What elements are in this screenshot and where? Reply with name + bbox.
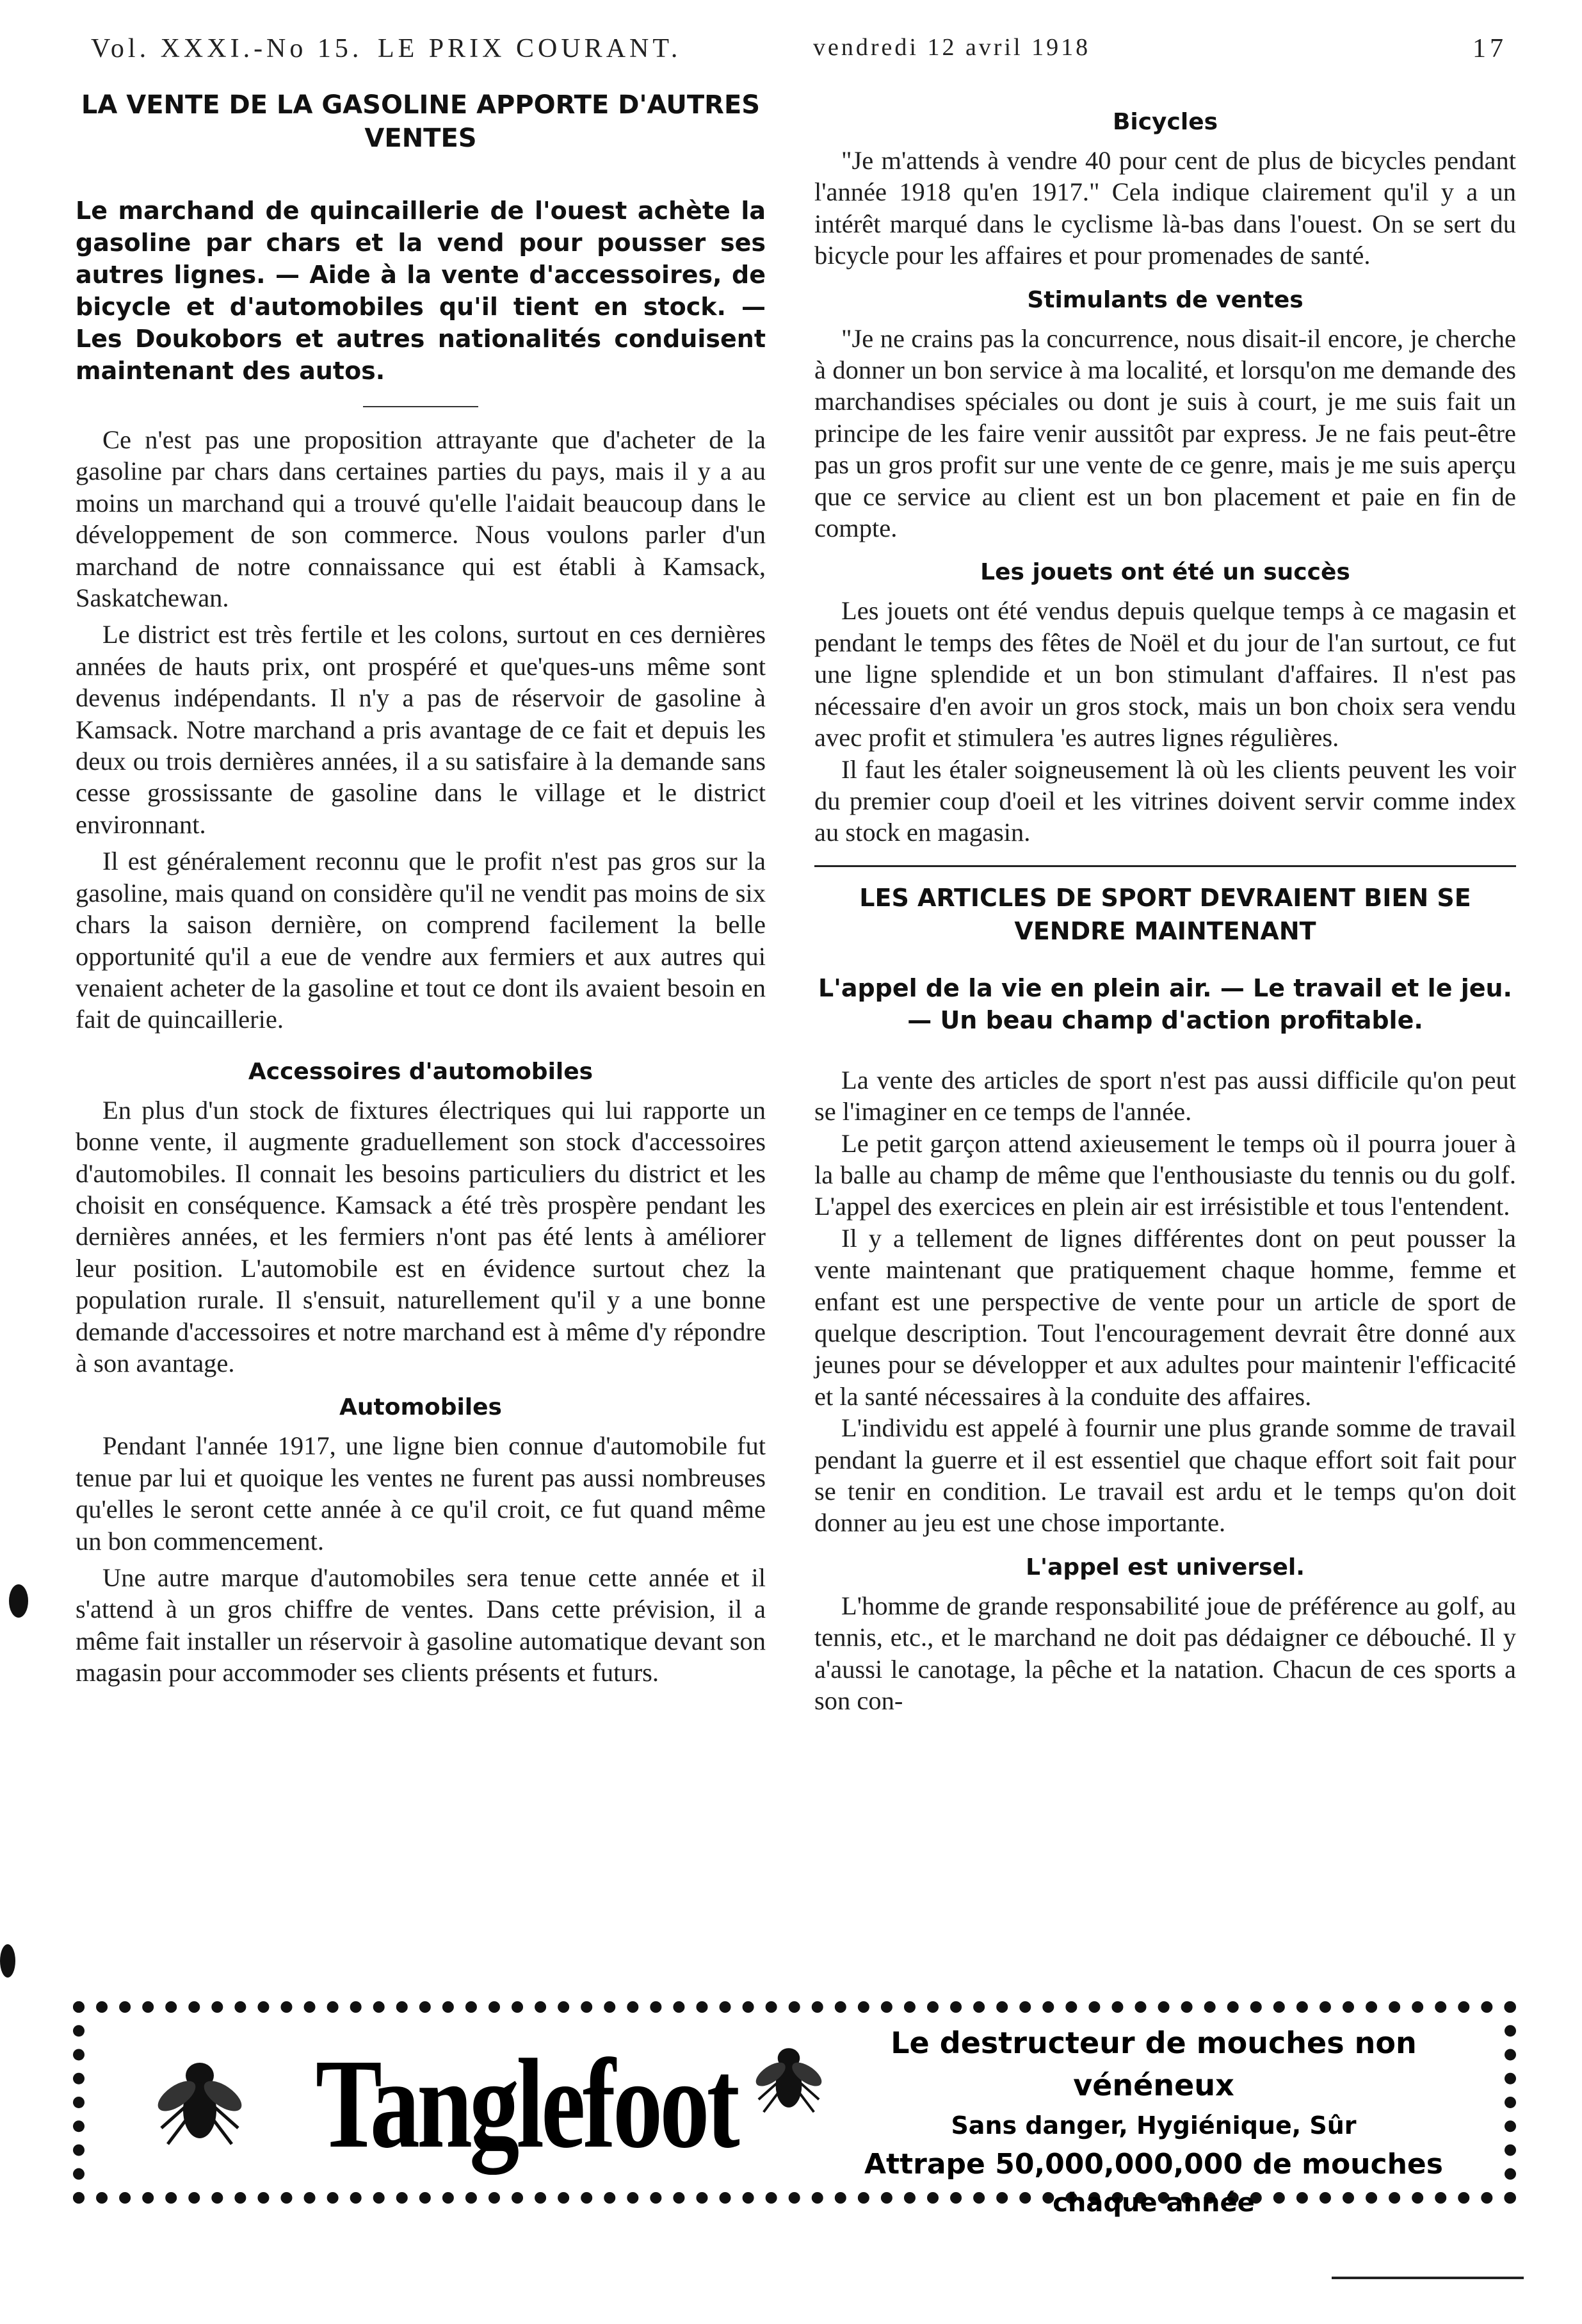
sport-deck-line: L'appel de la vie en plein air. — Le travail et le jeu. — [818, 973, 1512, 1002]
article-deck: Le marchand de quincaillerie de l'ouest achète la gasoline par chars et la vend pour pousser ses autres lignes. — Aide à la vente d'accessoires, de bicycle et d'automobiles qu'il tient en stock. — Les Doukobors et autres nationalités conduisent maintenant des autos. — [76, 197, 766, 385]
section-title-appel: L'appel est universel. — [1026, 1554, 1305, 1580]
paragraph: Une autre marque d'automobiles sera tenue cette année et il s'attend à un gros chiffre de ventes. Dans cette prévision, il a même fait installer un réservoir à gasoline automatique devant son magasin pour accommoder ses clients présents et futurs. — [76, 1563, 766, 1687]
paragraph: L'individu est appelé à fournir une plus grande somme de travail pendant la guerre et il est essentiel que chaque effort soit fait pour se tenir en condition. Le travail est ardu et le temps qu'on doit donner au jeu est une chose importante. — [814, 1413, 1516, 1538]
sport-deck-line: — Un beau champ d'action profitable. — [907, 1005, 1423, 1034]
scan-hole-mark — [9, 1584, 28, 1618]
journal-title: LE PRIX COURANT. — [378, 34, 682, 63]
left-column — [76, 82, 766, 1689]
section-title-stimulants: Stimulants de ventes — [1027, 286, 1304, 313]
page-header — [0, 33, 1582, 85]
paragraph: Il est généralement reconnu que le profit n'est pas gros sur la gasoline, mais quand on considère qu'il ne vendit pas moins de six chars la saison dernière, on comprend facilement la belle opportunité qu'il a eue de vendre aux fermiers et aux autres qui venaient acheter de la gasoline et tout ce dont ils avaient besoin en fait de quincaillerie. — [76, 847, 766, 1034]
ad-claim-line-2: chaque année — [1053, 2188, 1255, 2218]
brand-name: Tanglefoot — [315, 2033, 738, 2175]
paragraph: L'homme de grande responsabilité joue de préférence au golf, au tennis, etc., et le marchand ne doit pas dédaigner ce débouché. Il y a'aussi le canotage, la pêche et la natation. Chacun de ces sports a son con- — [814, 1591, 1516, 1716]
fly-icon — [754, 2038, 824, 2115]
page-number: 17 — [1473, 34, 1507, 63]
paragraph: "Je ne crains pas la concurrence, nous disait-il encore, je cherche à donner un bon service à ma localité, et lorsqu'on me demande des marchandises spéciales ou dont je suis à court, je me suis fait un principe de les faire venir aussitôt par express. Je ne fais peut-être pas un gros profit sur une vente de ce genre, mais je me suis aperçu que ce service au client est un bon placement et paie en fin de compte. — [814, 323, 1516, 543]
ad-claim-line: Attrape 50,000,000,000 de mouches — [864, 2148, 1443, 2181]
paragraph: Le district est très fertile et les colons, surtout en ces dernières années de hauts prix, ont prospéré et que'ques-uns même sont devenus indépendants. Il n'y a pas de réservoir de gasoline à Kamsack. Notre marchand a pris avantage de ce fait et depuis les deux ou trois dernières années, il a su satisfaire à la demande sans cesse grossissante de gasoline dans le village et le district environnant. — [76, 620, 766, 839]
scan-edge-line — [1332, 2277, 1524, 2279]
paragraph: Il faut les étaler soigneusement là où les clients peuvent les voir du premier coup d'oeil et les vitrines doivent servir comme index au stock en magasin. — [814, 754, 1516, 847]
sport-article-title: LES ARTICLES DE SPORT DEVRAIENT BIEN SE VENDRE MAINTENANT — [859, 883, 1471, 945]
scan-hole-mark — [0, 1944, 15, 1978]
right-column — [814, 82, 1516, 1716]
issue-date: vendredi 12 avril 1918 — [813, 34, 1091, 61]
section-title-bicycles: Bicycles — [1112, 109, 1218, 135]
paragraph: Le petit garçon attend axieusement le temps où il pourra jouer à la balle au champ de même que l'enthousiaste du tennis ou du golf. L'appel des exercices en plein air est irrésistible et tous l'entendent. — [814, 1128, 1516, 1221]
article-title: LA VENTE DE LA GASOLINE APPORTE D'AUTRES VENTES — [81, 90, 761, 153]
volume-number: Vol. XXXI.-No 15. — [91, 34, 363, 63]
ad-tagline: Le destructeur de mouches non vénéneux — [891, 2026, 1417, 2102]
ad-safety-line: Sans danger, Hygiénique, Sûr — [951, 2111, 1357, 2140]
ad-copy — [834, 2022, 1474, 2222]
section-title-accessoires: Accessoires d'automobiles — [248, 1058, 593, 1085]
paragraph: Ce n'est pas une proposition attrayante que d'acheter de la gasoline par chars dans certaines parties du pays, mais il y a au moins un marchand qui a trouvé qu'elle l'aidait beaucoup dans le développement de son commerce. Nous voulons parler d'un marchand de notre connaissance qui est établi à Kamsack, Saskatchewan. — [76, 425, 766, 613]
paragraph: Pendant l'année 1917, une ligne bien connue d'automobile fut tenue par lui et quoique les ventes ne furent pas aussi nombreuses qu'elles le seront cette année à ce qu'il croit, ce fut quand même un bon commencement. — [76, 1431, 766, 1556]
divider — [363, 406, 478, 407]
paragraph: Les jouets ont été vendus depuis quelque temps à ce magasin et pendant le temps des fêtes de Noël et du jour de l'an surtout, ce fut une ligne splendide et un bon stimulant d'affaires. Il n'est pas nécessaire d'en avoir un gros stock, mais un bon choix sera vendu avec profit et stimulera 'es autres lignes régulières. — [814, 596, 1516, 752]
section-title-jouets: Les jouets ont été un succès — [980, 559, 1350, 586]
paragraph: La vente des articles de sport n'est pas aussi difficile qu'on peut se l'imaginer en ce temps de l'année. — [814, 1065, 1516, 1126]
paragraph: Il y a tellement de lignes différentes dont on peut pousser la vente maintenant que pratiquement chaque homme, femme et enfant est une perspective de vente pour un article de sport de quelque description. Tout l'encouragement devrait être donné aux jeunes pour se développer et aux adultes pour maintenir l'efficacité et la santé nécessaires à la conduite des affaires. — [814, 1223, 1516, 1411]
paragraph: "Je m'attends à vendre 40 pour cent de plus de bicycles pendant l'année 1918 qu'en 1917." Cela indique clairement qu'il y a un intérêt marqué dans le cyclisme là-bas dans l'ouest. On se sert du bicycle pour les affaires et pour promenades de santé. — [814, 146, 1516, 270]
section-title-automobiles: Automobiles — [339, 1394, 502, 1421]
article-body — [76, 424, 766, 1036]
tanglefoot-advertisement — [73, 2001, 1516, 2218]
divider — [814, 865, 1516, 867]
paragraph: En plus d'un stock de fixtures électriques qui lui rapporte un bonne vente, il augmente graduellement son stock d'accessoires d'automobiles. Il connait les besoins particuliers du district et les choisit en conséquence. Kamsack a été très prospère pendant les dernières années, et les fermiers n'ont pas été lents à améliorer leur position. L'automobile est en évidence surtout chez la population rurale. Il s'ensuit, naturellement qu'il y a une bonne demande d'accessoires et notre marchand est à même d'y répondre à son avantage. — [76, 1095, 766, 1377]
